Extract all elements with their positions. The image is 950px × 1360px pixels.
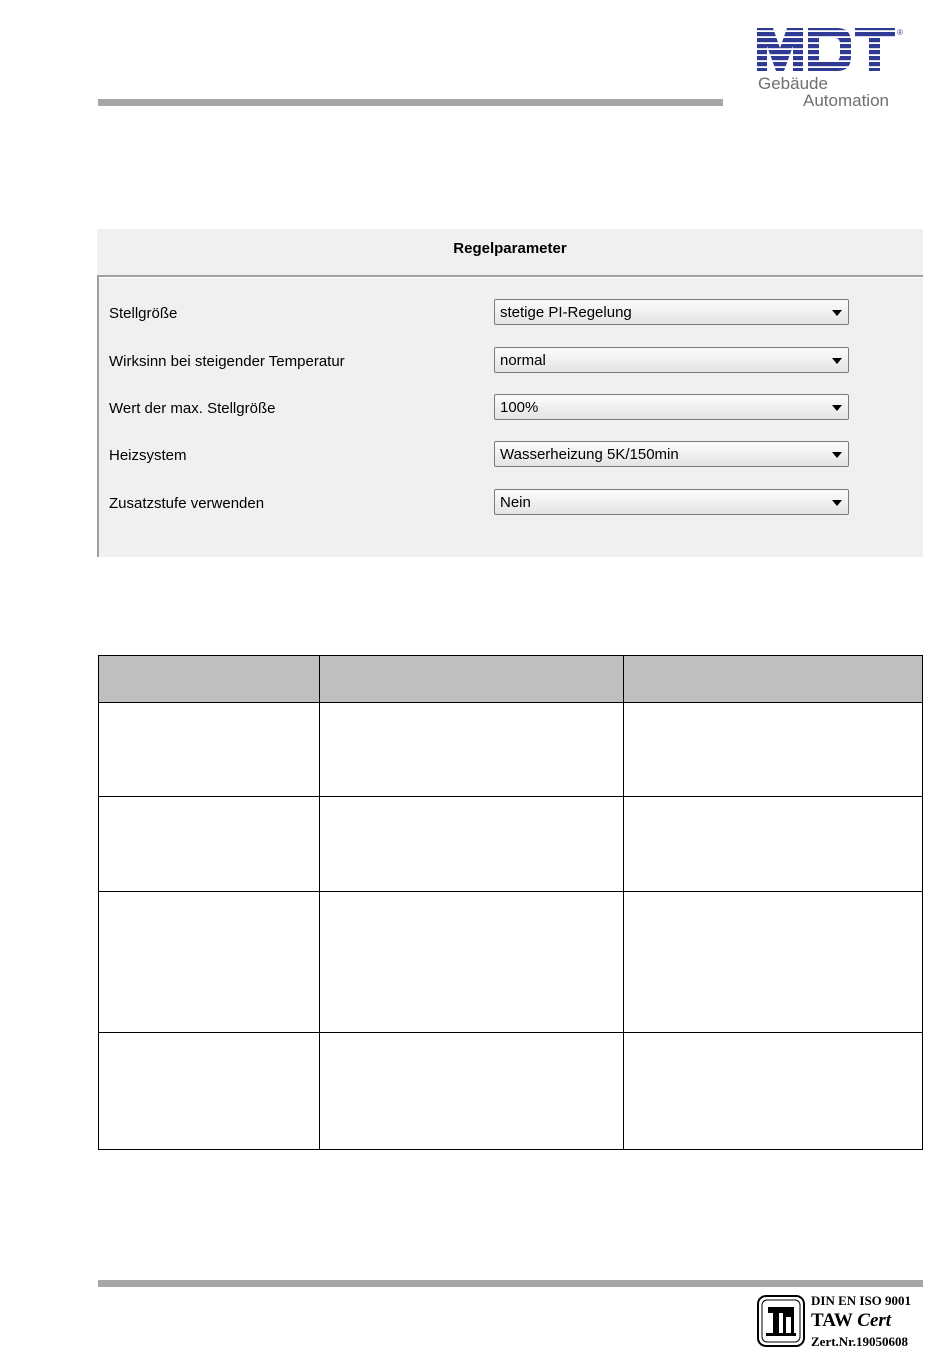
parameter-panel [97, 229, 923, 557]
logo-subtitle-2: Automation [803, 91, 889, 110]
table-cell [319, 797, 624, 892]
table-header-cell [319, 656, 624, 703]
table-row [99, 797, 923, 892]
table-cell [624, 703, 923, 797]
table-row [99, 1033, 923, 1150]
table-cell [319, 703, 624, 797]
label-heizsystem: Heizsystem [109, 447, 187, 464]
table-cell [624, 1033, 923, 1150]
table-cell [319, 1033, 624, 1150]
label-wirksinn: Wirksinn bei steigender Temperatur [109, 353, 345, 370]
parameter-table [98, 655, 923, 1150]
chevron-down-icon[interactable] [832, 452, 842, 458]
panel-header [97, 229, 923, 277]
dropdown-value: Wasserheizung 5K/150min [500, 446, 679, 463]
chevron-down-icon[interactable] [832, 358, 842, 364]
table-cell [99, 797, 320, 892]
header-rule [98, 99, 723, 106]
chevron-down-icon[interactable] [832, 405, 842, 411]
table-cell [99, 1033, 320, 1150]
dropdown-value: normal [500, 352, 546, 369]
zusatzstufe-dropdown[interactable] [494, 489, 849, 515]
cert-number: Zert.Nr.19050608 [811, 1334, 909, 1349]
table-cell [99, 892, 320, 1033]
table-cell [319, 892, 624, 1033]
certification-mark [757, 1293, 917, 1353]
taw-cert-badge-icon [757, 1295, 805, 1347]
table-cell [99, 703, 320, 797]
logo-subtitle-1: Gebäude [758, 74, 828, 93]
table-header-cell [99, 656, 320, 703]
dropdown-value: stetige PI-Regelung [500, 304, 632, 321]
table-cell [624, 892, 923, 1033]
label-max-stellgroesse: Wert der max. Stellgröße [109, 400, 276, 417]
label-zusatzstufe: Zusatzstufe verwenden [109, 495, 265, 512]
panel-left-border [97, 277, 99, 557]
max-stellgroesse-dropdown[interactable] [494, 394, 849, 420]
dropdown-value: 100% [500, 399, 539, 416]
stellgroesse-dropdown[interactable] [494, 299, 849, 325]
chevron-down-icon[interactable] [832, 500, 842, 506]
svg-text:®: ® [897, 28, 903, 37]
wirksinn-dropdown[interactable] [494, 347, 849, 373]
chevron-down-icon[interactable] [832, 310, 842, 316]
cert-name: TAW Cert [811, 1310, 892, 1331]
dropdown-value: Nein [500, 494, 531, 511]
table-row [99, 703, 923, 797]
footer-rule [98, 1280, 923, 1287]
table-header-cell [624, 656, 923, 703]
label-stellgroesse: Stellgröße [109, 305, 178, 322]
heizsystem-dropdown[interactable] [494, 441, 849, 467]
mdt-logo [755, 26, 915, 116]
mdt-logo-mark [755, 26, 915, 76]
panel-title: Regelparameter [453, 240, 567, 257]
table-cell [624, 797, 923, 892]
table-header-row [99, 656, 923, 703]
table-row [99, 892, 923, 1033]
cert-standard: DIN EN ISO 9001 [811, 1293, 912, 1308]
